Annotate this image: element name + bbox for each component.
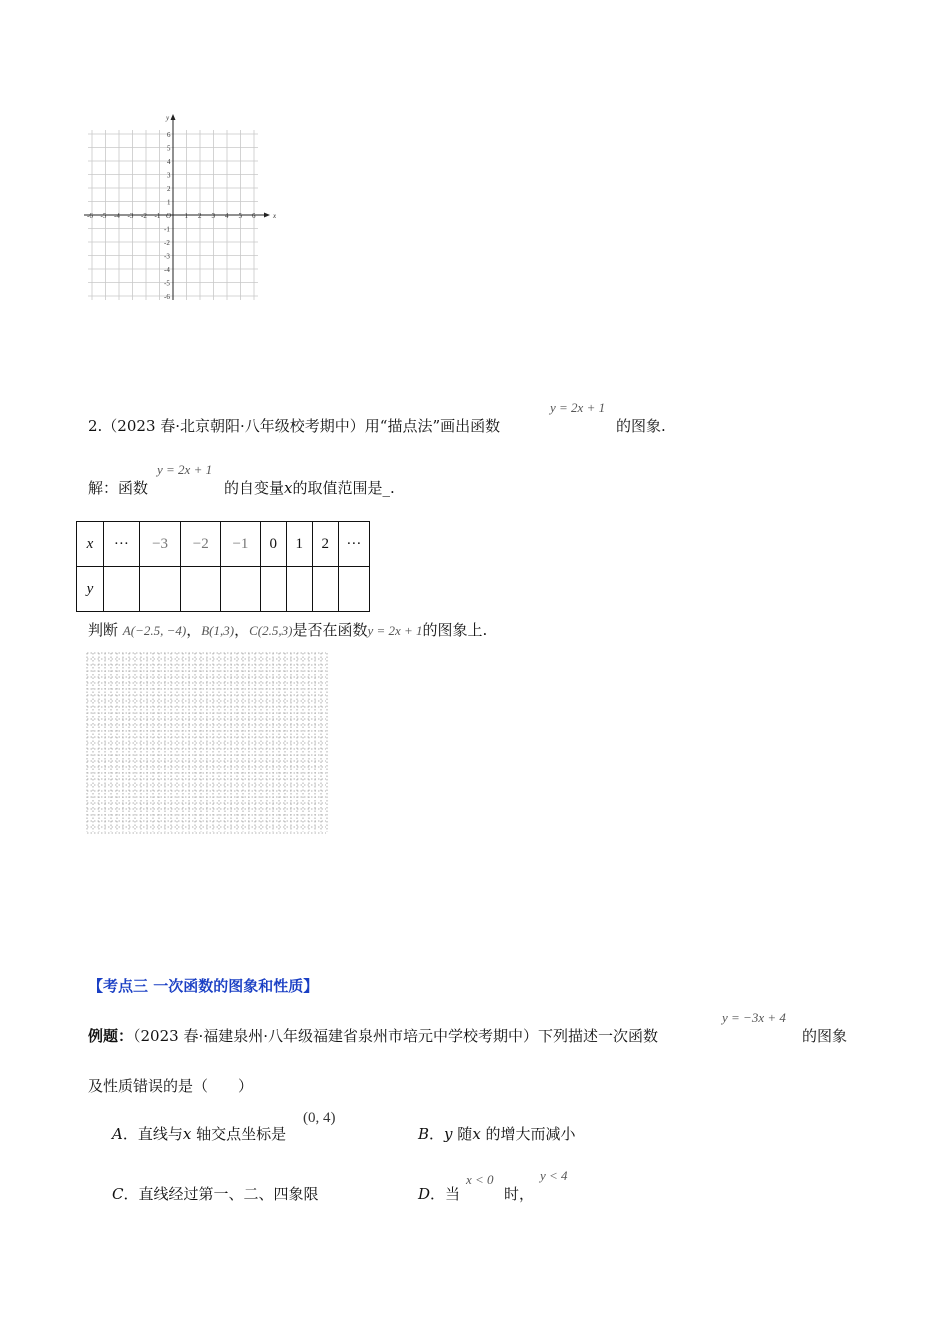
x-tick-label: -6 bbox=[87, 212, 93, 220]
x-tick-label: 3 bbox=[211, 212, 215, 220]
option-d-letter: D bbox=[418, 1185, 431, 1203]
y-tick-label: -3 bbox=[164, 252, 170, 261]
option-b-letter: B bbox=[418, 1125, 430, 1143]
table-cell: 2 bbox=[312, 522, 338, 567]
example-text: （2023 春·福建泉州·八年级福建省泉州市培元中学校考期中）下列描述一次函数 bbox=[133, 1027, 658, 1045]
table-row-x bbox=[77, 522, 370, 567]
solution-tail bbox=[224, 478, 395, 498]
x-tick-label: -3 bbox=[127, 212, 134, 220]
option-b-text2: 随 bbox=[452, 1125, 473, 1143]
option-b-text: ． bbox=[429, 1125, 445, 1143]
judge-text: 是否在函数 bbox=[292, 621, 368, 639]
y-tick-label: -5 bbox=[164, 279, 170, 288]
table-cell bbox=[338, 567, 369, 612]
dotted-grid bbox=[86, 652, 328, 834]
separator: ， bbox=[186, 621, 202, 639]
option-a-var: x bbox=[182, 1125, 192, 1143]
table-cell bbox=[260, 567, 286, 612]
solution-range: 的取值范围是_. bbox=[292, 479, 395, 497]
point-b: B(1,3) bbox=[201, 623, 235, 638]
x-tick-label: 6 bbox=[252, 212, 256, 220]
table-cell: y bbox=[77, 567, 104, 612]
x-axis-arrow bbox=[264, 213, 270, 218]
y-tick-label: 1 bbox=[167, 198, 171, 207]
example-line bbox=[88, 1026, 658, 1046]
table-cell: −2 bbox=[181, 522, 221, 567]
dotted-grid-lines bbox=[87, 653, 327, 833]
solution-text: 的自变量 bbox=[224, 479, 285, 497]
x-tick-label: -1 bbox=[154, 212, 161, 220]
judge-formula: y = 2x + 1 bbox=[367, 623, 423, 638]
judge-prefix: 判断 bbox=[88, 621, 119, 639]
option-a-letter: A bbox=[112, 1125, 123, 1143]
example-formula: y = −3x + 4 bbox=[722, 1010, 786, 1025]
table-cell: 0 bbox=[260, 522, 286, 567]
x-tick-label: 1 bbox=[184, 212, 188, 220]
table-cell bbox=[312, 567, 338, 612]
option-a bbox=[112, 1124, 286, 1144]
tick-labels bbox=[87, 114, 277, 301]
option-d-math-2: y < 4 bbox=[540, 1168, 568, 1183]
y-tick-label: 6 bbox=[167, 131, 171, 139]
point-c: C(2.5,3) bbox=[249, 623, 293, 638]
x-tick-label: -4 bbox=[114, 212, 120, 220]
option-d-math-1: x < 0 bbox=[466, 1172, 494, 1187]
question-2-text: 2.（2023 春·北京朝阳·八年级校考期中）用“描点法”画出函数 bbox=[88, 417, 501, 435]
option-b-text3: 的增大而减小 bbox=[480, 1125, 576, 1143]
table-cell: −3 bbox=[139, 522, 181, 567]
question-2-tail: 的图象. bbox=[616, 417, 666, 435]
judge-line bbox=[88, 620, 487, 641]
y-axis-label: y bbox=[166, 114, 170, 122]
origin-label: O bbox=[166, 212, 172, 220]
example-line-2: 及性质错误的是（ ） bbox=[88, 1077, 254, 1095]
x-axis-label: x bbox=[273, 212, 277, 220]
option-c-text: ．直线经过第一、二、四象限 bbox=[123, 1185, 319, 1203]
table-cell: 1 bbox=[286, 522, 312, 567]
option-b bbox=[418, 1124, 576, 1144]
values-table bbox=[76, 521, 370, 612]
coordinate-grid bbox=[80, 108, 280, 308]
solution-line bbox=[88, 478, 148, 498]
y-tick-label: 5 bbox=[167, 144, 171, 153]
example-tail: 的图象 bbox=[802, 1027, 848, 1045]
table-cell bbox=[139, 567, 181, 612]
x-tick-label: -2 bbox=[141, 212, 147, 220]
y-tick-label: -1 bbox=[164, 225, 170, 234]
option-a-text: ．直线与 bbox=[122, 1125, 183, 1143]
x-tick-label: -5 bbox=[100, 212, 107, 220]
table-cell bbox=[286, 567, 312, 612]
y-tick-label: 4 bbox=[167, 158, 171, 166]
y-tick-label: 3 bbox=[167, 171, 171, 180]
option-b-var: y bbox=[444, 1125, 453, 1143]
table-cell: ··· bbox=[338, 522, 369, 567]
y-tick-label: -6 bbox=[164, 293, 170, 301]
option-c bbox=[112, 1184, 319, 1204]
table-row-y bbox=[77, 567, 370, 612]
table-cell bbox=[103, 567, 139, 612]
solution-formula: y = 2x + 1 bbox=[157, 462, 213, 477]
option-c-letter: C bbox=[112, 1185, 124, 1203]
x-tick-label: 4 bbox=[225, 212, 229, 220]
section-title: 【考点三 一次函数的图象和性质】 bbox=[88, 977, 319, 995]
x-tick-label: 5 bbox=[238, 212, 242, 220]
point-a: A(−2.5, −4) bbox=[122, 623, 187, 638]
table-cell bbox=[221, 567, 261, 612]
question-2-line bbox=[88, 416, 500, 436]
option-d bbox=[418, 1184, 460, 1204]
table-cell: ··· bbox=[103, 522, 139, 567]
option-a-math: (0, 4) bbox=[303, 1110, 336, 1126]
option-b-var2: x bbox=[472, 1125, 481, 1143]
y-axis-arrow bbox=[171, 114, 176, 120]
y-tick-label: 2 bbox=[167, 185, 171, 193]
table-cell: −1 bbox=[221, 522, 261, 567]
axes bbox=[84, 114, 270, 300]
solution-var-x: x bbox=[284, 479, 293, 497]
example-label: 例题： bbox=[88, 1027, 134, 1045]
y-tick-label: -4 bbox=[164, 266, 170, 274]
question-2-formula: y = 2x + 1 bbox=[550, 400, 606, 415]
table-cell: x bbox=[77, 522, 104, 567]
option-a-text2: 轴交点坐标是 bbox=[191, 1125, 287, 1143]
solution-prefix: 解：函数 bbox=[88, 479, 149, 497]
table-cell bbox=[181, 567, 221, 612]
option-d-text2: 时， bbox=[504, 1185, 535, 1203]
separator: ， bbox=[234, 621, 250, 639]
judge-tail: 的图象上. bbox=[422, 621, 488, 639]
x-tick-label: 2 bbox=[198, 212, 202, 220]
option-d-text: ．当 bbox=[430, 1185, 461, 1203]
y-tick-label: -2 bbox=[164, 239, 170, 247]
